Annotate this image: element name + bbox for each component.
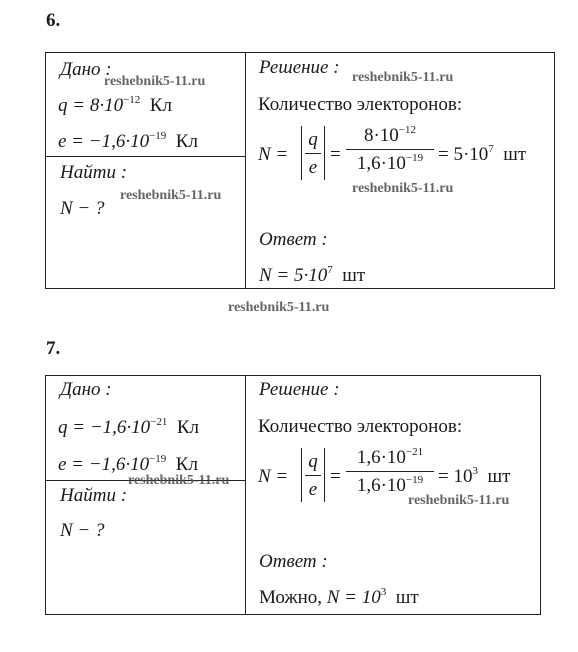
problem-6-formula-lhs: N = <box>258 144 289 165</box>
problem-6-main-fraction <box>346 126 434 173</box>
problem-7-find-value: N − ? <box>60 520 105 541</box>
problem-6-find-value: N − ? <box>60 198 105 219</box>
problem-7-solution-text: Количество электоронов: <box>258 416 463 437</box>
problem-6-given-e: $e = -1,6\cdot 10^{-19}$ Кл <box>58 130 198 152</box>
problem-6-given-label: Дано : <box>60 59 112 80</box>
problem-7-abs-numerator: q <box>308 451 318 472</box>
watermark: reshebnik5-11.ru <box>228 300 330 315</box>
problem-7-answer-label: Ответ : <box>259 551 328 572</box>
problem-6-find-label: Найти : <box>60 162 128 183</box>
problem-7-abs-right-bar <box>324 448 325 502</box>
problem-6-abs-left-bar <box>301 126 302 180</box>
problem-6-abs-fraction <box>305 130 321 177</box>
problem-6-formula-eq: = <box>330 144 341 165</box>
problem-7-formula-lhs: N = <box>258 466 289 487</box>
problem-7-solution-label: Решение : <box>259 379 340 400</box>
problem-6-solution-text: Количество электоронов: <box>258 94 463 115</box>
problem-7-formula-eq: = <box>330 466 341 487</box>
problem-6-number: 6. <box>46 10 61 31</box>
problem-7-number: 7. <box>46 338 61 359</box>
problem-6-given-find-divider <box>45 156 245 157</box>
problem-7-main-fraction <box>346 448 434 495</box>
problem-6-column-divider <box>245 52 246 288</box>
problem-6-result: = $5\cdot 10^7$ шт <box>438 143 527 165</box>
problem-6-answer-label: Ответ : <box>259 229 328 250</box>
problem-7-fraction-denominator: $1,6\cdot 10^{-19}$ <box>356 474 424 496</box>
problem-6-answer: $N = 5\cdot 10^7$ шт <box>259 264 366 286</box>
problem-6-solution-label: Решение : <box>259 57 340 78</box>
problem-7-abs-bar <box>305 475 321 476</box>
watermark: reshebnik5-11.ru <box>128 473 230 488</box>
watermark: reshebnik5-11.ru <box>352 181 454 196</box>
watermark: reshebnik5-11.ru <box>408 493 510 508</box>
problem-6-fraction-numerator: $8\cdot 10^{-12}$ <box>363 124 417 146</box>
watermark: reshebnik5-11.ru <box>120 188 222 203</box>
problem-6-abs-right-bar <box>324 126 325 180</box>
problem-7-abs-fraction <box>305 452 321 499</box>
problem-7-find-label: Найти : <box>60 485 128 506</box>
problem-7-abs-denominator: e <box>308 479 318 500</box>
problem-6-fraction-bar <box>346 149 434 150</box>
problem-7-fraction-bar <box>346 471 434 472</box>
problem-7-fraction-numerator: $1,6\cdot 10^{-21}$ <box>356 446 424 468</box>
watermark: reshebnik5-11.ru <box>104 74 206 89</box>
problem-7-abs-left-bar <box>301 448 302 502</box>
problem-6-abs-bar <box>305 153 321 154</box>
problem-7-given-label: Дано : <box>60 379 112 400</box>
problem-7-result: = $10^3$ шт <box>438 465 511 487</box>
problem-7-given-q: $q = -1,6\cdot 10^{-21}$ Кл <box>58 416 200 438</box>
problem-6-abs-denominator: e <box>308 157 318 178</box>
problem-6-fraction-denominator: $1,6\cdot 10^{-19}$ <box>356 152 424 174</box>
problem-6-given-q: $q = 8\cdot 10^{-12}$ Кл <box>58 94 172 116</box>
problem-7-given-e: $e = -1,6\cdot 10^{-19}$ Кл <box>58 453 198 475</box>
watermark: reshebnik5-11.ru <box>352 70 454 85</box>
problem-6-abs-numerator: q <box>308 129 318 150</box>
problem-7-column-divider <box>245 375 246 614</box>
problem-7-answer: Можно, $N = 10^3$ шт <box>259 586 419 608</box>
